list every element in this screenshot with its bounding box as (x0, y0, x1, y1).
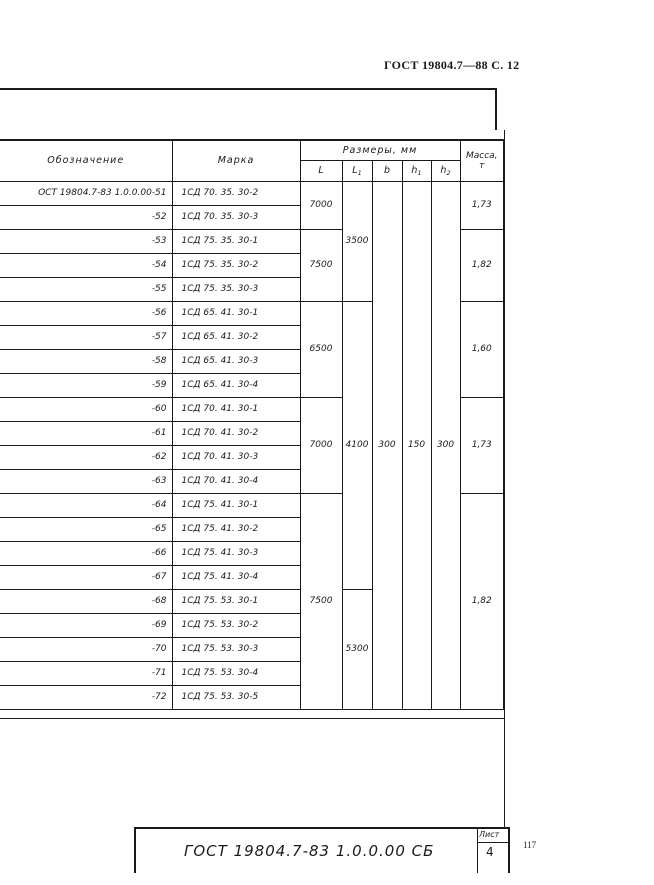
row-mark: 1СД 65. 41. 30-4 (172, 373, 300, 397)
page-number: 117 (523, 840, 537, 850)
row-mark: 1СД 75. 53. 30-4 (172, 661, 300, 685)
cell-mass: 1,73 (460, 181, 504, 229)
row-mark: 1СД 65. 41. 30-3 (172, 349, 300, 373)
header-h1: $h_1$ (402, 160, 431, 181)
row-designation: -57 (0, 325, 172, 349)
row-designation: -67 (0, 565, 172, 589)
row-mark: 1СД 70. 41. 30-3 (172, 445, 300, 469)
cell-L1: 5300 (342, 589, 372, 709)
row-mark: 1СД 70. 35. 30-3 (172, 205, 300, 229)
row-designation: -56 (0, 301, 172, 325)
row-designation: -61 (0, 421, 172, 445)
cell-L1: 3500 (342, 181, 372, 301)
table-bottom-border (0, 718, 505, 719)
row-designation: -65 (0, 517, 172, 541)
header-mass-unit: т (479, 160, 485, 171)
cell-h2: 300 (431, 181, 460, 709)
header-h2: $h_2$ (431, 160, 460, 181)
cell-L: 7000 (300, 181, 342, 229)
frame-right-border (495, 88, 497, 130)
row-designation: -53 (0, 229, 172, 253)
row-mark: 1СД 70. 41. 30-1 (172, 397, 300, 421)
cell-L: 7000 (300, 397, 342, 493)
row-mark: 1СД 65. 41. 30-1 (172, 301, 300, 325)
cell-mass: 1,60 (460, 301, 504, 397)
row-designation: -60 (0, 397, 172, 421)
specification-table (0, 139, 505, 710)
row-designation: -54 (0, 253, 172, 277)
row-mark: 1СД 75. 35. 30-2 (172, 253, 300, 277)
row-designation: -63 (0, 469, 172, 493)
row-mark: 1СД 75. 41. 30-4 (172, 565, 300, 589)
title-block-stamp (134, 827, 510, 873)
document-header: ГОСТ 19804.7—88 С. 12 (384, 58, 520, 72)
stamp-divider (477, 829, 478, 873)
row-designation: -52 (0, 205, 172, 229)
stamp-sheet-separator (477, 842, 508, 843)
stamp-sheet-label: Лист (479, 830, 500, 839)
row-designation: -71 (0, 661, 172, 685)
row-mark: 1СД 70. 41. 30-2 (172, 421, 300, 445)
row-mark: 1СД 75. 41. 30-3 (172, 541, 300, 565)
cell-mass: 1,82 (460, 229, 504, 301)
row-designation: -58 (0, 349, 172, 373)
row-designation: -64 (0, 493, 172, 517)
row-designation: ОСТ 19804.7-83 1.0.0.00-51 (0, 181, 172, 205)
row-mark: 1СД 75. 53. 30-3 (172, 637, 300, 661)
row-mark: 1СД 65. 41. 30-2 (172, 325, 300, 349)
cell-L: 7500 (300, 493, 342, 709)
row-designation: -72 (0, 685, 172, 709)
row-mark: 1СД 75. 41. 30-1 (172, 493, 300, 517)
cell-h1: 150 (402, 181, 431, 709)
row-mark: 1СД 70. 35. 30-2 (172, 181, 300, 205)
row-designation: -66 (0, 541, 172, 565)
cell-b: 300 (372, 181, 402, 709)
stamp-document-code: ГОСТ 19804.7-83 1.0.0.00 СБ (184, 842, 435, 860)
header-mass-label: Масса, (465, 150, 498, 161)
row-designation: -68 (0, 589, 172, 613)
row-mark: 1СД 75. 53. 30-2 (172, 613, 300, 637)
row-designation: -59 (0, 373, 172, 397)
header-dimensions: Размеры, мм (300, 140, 460, 160)
row-mark: 1СД 75. 35. 30-1 (172, 229, 300, 253)
row-designation: -55 (0, 277, 172, 301)
row-mark: 1СД 75. 35. 30-3 (172, 277, 300, 301)
cell-L1: 4100 (342, 301, 372, 589)
header-L1: $L_1$ (342, 160, 372, 181)
header-designation: Обозначение (0, 140, 172, 181)
cell-L: 6500 (300, 301, 342, 397)
row-mark: 1СД 70. 41. 30-4 (172, 469, 300, 493)
row-mark: 1СД 75. 41. 30-2 (172, 517, 300, 541)
cell-mass: 1,82 (460, 493, 504, 709)
frame-top-border (0, 88, 496, 90)
header-mark: Марка (172, 140, 300, 181)
cell-mass: 1,73 (460, 397, 504, 493)
header-b: b (372, 160, 402, 181)
row-designation: -70 (0, 637, 172, 661)
cell-L: 7500 (300, 229, 342, 301)
row-designation: -62 (0, 445, 172, 469)
row-mark: 1СД 75. 53. 30-5 (172, 685, 300, 709)
row-mark: 1СД 75. 53. 30-1 (172, 589, 300, 613)
header-L: L (300, 160, 342, 181)
stamp-sheet-number: 4 (486, 845, 494, 859)
header-mass (460, 140, 504, 181)
row-designation: -69 (0, 613, 172, 637)
